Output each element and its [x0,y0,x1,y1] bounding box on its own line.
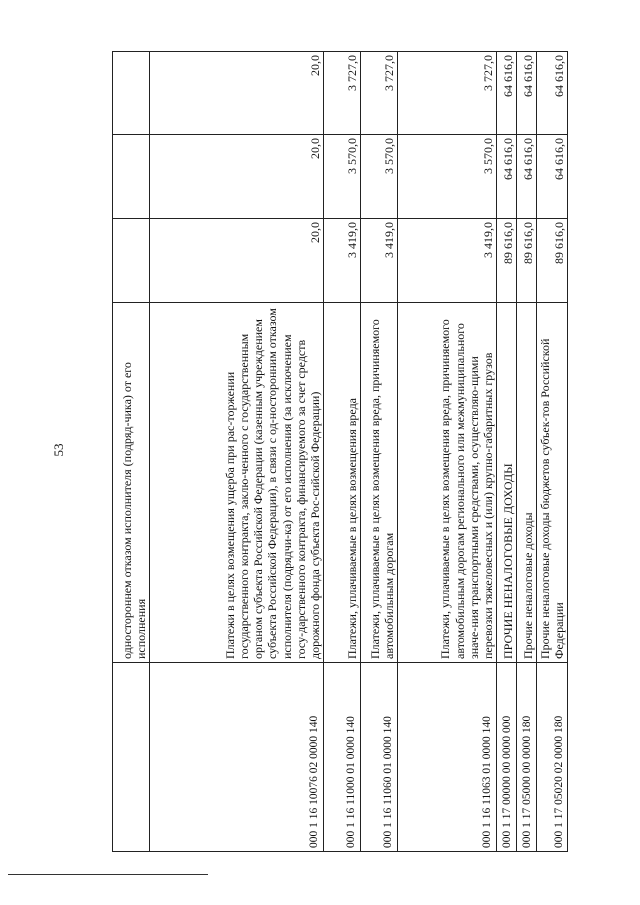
row-value-3: 3 727,0 [361,52,398,135]
row-value-2: 64 616,0 [537,135,568,219]
row-value-2: 64 616,0 [517,135,537,219]
row-name: Платежи, уплачиваемые в целях возмещения вреда [324,303,361,663]
row-value-1 [113,219,150,303]
row-value-3: 3 727,0 [324,52,361,135]
row-value-1: 20,0 [150,219,324,303]
row-code: 000 1 16 10076 02 0000 140 [150,663,324,852]
row-name: ПРОЧИЕ НЕНАЛОГОВЫЕ ДОХОДЫ [497,303,517,663]
row-name: Прочие неналоговые доходы бюджетов субъек-тов Российской Федерации [537,303,568,663]
row-value-3: 20,0 [150,52,324,135]
row-name: Прочие неналоговые доходы [517,303,537,663]
row-value-3: 3 727,0 [398,52,497,135]
row-name: одностороннем отказом исполнителя (подряд-чика) от его исполнения [113,303,150,663]
table-row [361,52,398,852]
row-code: 000 1 17 05020 02 0000 180 [537,663,568,852]
row-value-3: 64 616,0 [497,52,517,135]
row-value-1: 89 616,0 [517,219,537,303]
row-name: Платежи, уплачиваемые в целях возмещения вреда, причиняемого автомобильным дорогам регионального или межмуниципального значе-ния транспортными средствами, осуществляю-щими перевозки тяжеловесных и (или) крупно-габаритных грузов [398,303,497,663]
table-row [517,52,537,852]
row-value-1: 3 419,0 [324,219,361,303]
row-code [113,663,150,852]
rotated-table-container [112,52,567,852]
row-code: 000 1 17 05000 00 0000 180 [517,663,537,852]
row-code: 000 1 16 11000 01 0000 140 [324,663,361,852]
row-value-1: 3 419,0 [361,219,398,303]
row-code: 000 1 17 00000 00 0000 000 [497,663,517,852]
table-row [324,52,361,852]
row-name: Платежи, уплачиваемые в целях возмещения вреда, причиняемого автомобильным дорогам [361,303,398,663]
row-value-1: 89 616,0 [497,219,517,303]
budget-table [112,51,568,852]
row-value-3 [113,52,150,135]
row-value-1: 89 616,0 [537,219,568,303]
table-row [398,52,497,852]
row-code: 000 1 16 11063 01 0000 140 [398,663,497,852]
table-row [113,52,150,852]
row-code: 000 1 16 11060 01 0000 140 [361,663,398,852]
table-row [497,52,517,852]
row-value-2 [113,135,150,219]
row-value-3: 64 616,0 [537,52,568,135]
row-value-2: 20,0 [150,135,324,219]
row-value-2: 64 616,0 [497,135,517,219]
row-value-2: 3 570,0 [398,135,497,219]
footnote-separator-line [8,874,208,875]
row-value-1: 3 419,0 [398,219,497,303]
table-row [150,52,324,852]
row-value-3: 64 616,0 [517,52,537,135]
page-number: 53 [51,443,66,457]
row-value-2: 3 570,0 [361,135,398,219]
row-name: Платежи в целях возмещения ущерба при рас-торжении государственного контракта, заклю-ченного с государственным органом субъекта Российской Федерации (казенным учреждением субъекта Российской Федерации), в связи с од-носторонним отказом исполнителя (подрядчи-ка) от его исполнения (за исключением госу-дарственного контракта, финансируемого за счет средств дорожного фонда субъекта Рос-сийской Федерации) [150,303,324,663]
table-row [537,52,568,852]
row-value-2: 3 570,0 [324,135,361,219]
